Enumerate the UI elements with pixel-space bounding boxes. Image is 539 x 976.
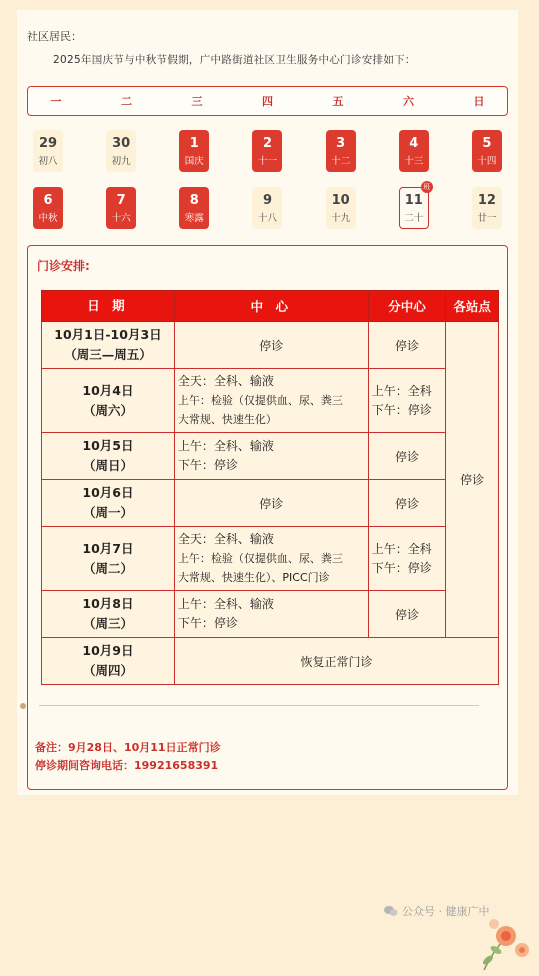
table-row bbox=[42, 322, 499, 369]
table-row bbox=[42, 591, 499, 638]
calendar-day: 30 初九 bbox=[106, 130, 136, 172]
flower-decoration-icon bbox=[474, 910, 534, 976]
table-row bbox=[42, 527, 499, 591]
calendar-day-holiday: 4 十三 bbox=[399, 130, 429, 172]
subcenter-cell: 上午：全科 下午：停诊 bbox=[368, 369, 445, 433]
weekday-sat: 六 bbox=[403, 95, 414, 108]
divider-line bbox=[39, 705, 479, 706]
subcenter-cell: 上午：全科 下午：停诊 bbox=[368, 527, 445, 591]
weekday-fri: 五 bbox=[332, 95, 344, 108]
date-cell: 10月6日 （周一） bbox=[42, 480, 175, 527]
date-cell: 10月1日-10月3日 （周三—周五） bbox=[42, 322, 175, 369]
date-cell: 10月7日 （周二） bbox=[42, 527, 175, 591]
divider-dot bbox=[20, 703, 26, 709]
merged-cell: 恢复正常门诊 bbox=[174, 638, 498, 685]
calendar-day-holiday: 3 十二 bbox=[326, 130, 356, 172]
calendar-day-workday: 11 二十 班 bbox=[399, 187, 429, 229]
schedule-title: 门诊安排: bbox=[37, 259, 90, 273]
notice-card bbox=[17, 10, 518, 918]
calendar-day-holiday: 2 十一 bbox=[252, 130, 282, 172]
intro-text: 2025年国庆节与中秋节假期，广中路街道社区卫生服务中心门诊安排如下： bbox=[53, 54, 416, 66]
table-row bbox=[42, 638, 499, 685]
date-cell: 10月8日 （周三） bbox=[42, 591, 175, 638]
center-cell: 全天：全科、输液 上午：检验（仅提供血、尿、粪三 大常规、快速生化） bbox=[174, 369, 368, 433]
center-cell: 上午：全科、输液 下午：停诊 bbox=[174, 591, 368, 638]
schedule-table bbox=[41, 290, 499, 685]
header-center: 中 心 bbox=[174, 291, 368, 322]
subcenter-cell: 停诊 bbox=[368, 433, 445, 480]
header-subcenter: 分中心 bbox=[368, 291, 445, 322]
weekday-sun: 日 bbox=[473, 95, 485, 108]
calendar-day-holiday: 8 寒露 bbox=[179, 187, 209, 229]
center-cell: 停诊 bbox=[174, 480, 368, 527]
date-cell: 10月4日 （周六） bbox=[42, 369, 175, 433]
workday-badge: 班 bbox=[421, 181, 433, 193]
date-cell: 10月5日 （周日） bbox=[42, 433, 175, 480]
calendar-day: 29 初八 bbox=[33, 130, 63, 172]
weekday-wed: 三 bbox=[191, 95, 203, 108]
subcenter-cell: 停诊 bbox=[368, 591, 445, 638]
calendar-day-holiday: 5 十四 bbox=[472, 130, 502, 172]
weekday-bar bbox=[27, 86, 508, 116]
calendar-day: 12 廿一 bbox=[472, 187, 502, 229]
subcenter-cell: 停诊 bbox=[368, 322, 445, 369]
calendar-day: 10 十九 bbox=[326, 187, 356, 229]
center-cell: 停诊 bbox=[174, 322, 368, 369]
watermark: 公众号 · 健康广中 bbox=[384, 903, 490, 919]
header-date: 日 期 bbox=[42, 291, 175, 322]
calendar-day-holiday: 7 十六 bbox=[106, 187, 136, 229]
contact-line: 停诊期间咨询电话：19921658391 bbox=[35, 759, 219, 772]
table-header-row bbox=[42, 291, 499, 322]
calendar-row-1 bbox=[27, 130, 508, 172]
weekday-thu: 四 bbox=[262, 95, 273, 108]
header-stations: 各站点 bbox=[446, 291, 499, 322]
stations-cell: 停诊 bbox=[446, 322, 499, 638]
weekday-tue: 二 bbox=[121, 95, 132, 108]
table-row bbox=[42, 369, 499, 433]
schedule-panel bbox=[27, 245, 508, 918]
greeting: 社区居民： bbox=[27, 30, 82, 43]
table-row bbox=[42, 480, 499, 527]
calendar-day-holiday: 1 国庆 bbox=[179, 130, 209, 172]
center-cell: 上午：全科、输液 下午：停诊 bbox=[174, 433, 368, 480]
subcenter-cell: 停诊 bbox=[368, 480, 445, 527]
center-cell: 全天：全科、输液 上午：检验（仅提供血、尿、粪三 大常规、快速生化）、PICC门诊 bbox=[174, 527, 368, 591]
weekday-mon: 一 bbox=[50, 95, 62, 108]
wechat-icon bbox=[384, 905, 398, 917]
table-row bbox=[42, 433, 499, 480]
date-cell: 10月9日 （周四） bbox=[42, 638, 175, 685]
calendar-day-holiday: 6 中秋 bbox=[33, 187, 63, 229]
calendar-row-2 bbox=[27, 183, 508, 229]
note-line: 备注：9月28日、10月11日正常门诊 bbox=[35, 741, 221, 754]
calendar-day: 9 十八 bbox=[252, 187, 282, 229]
